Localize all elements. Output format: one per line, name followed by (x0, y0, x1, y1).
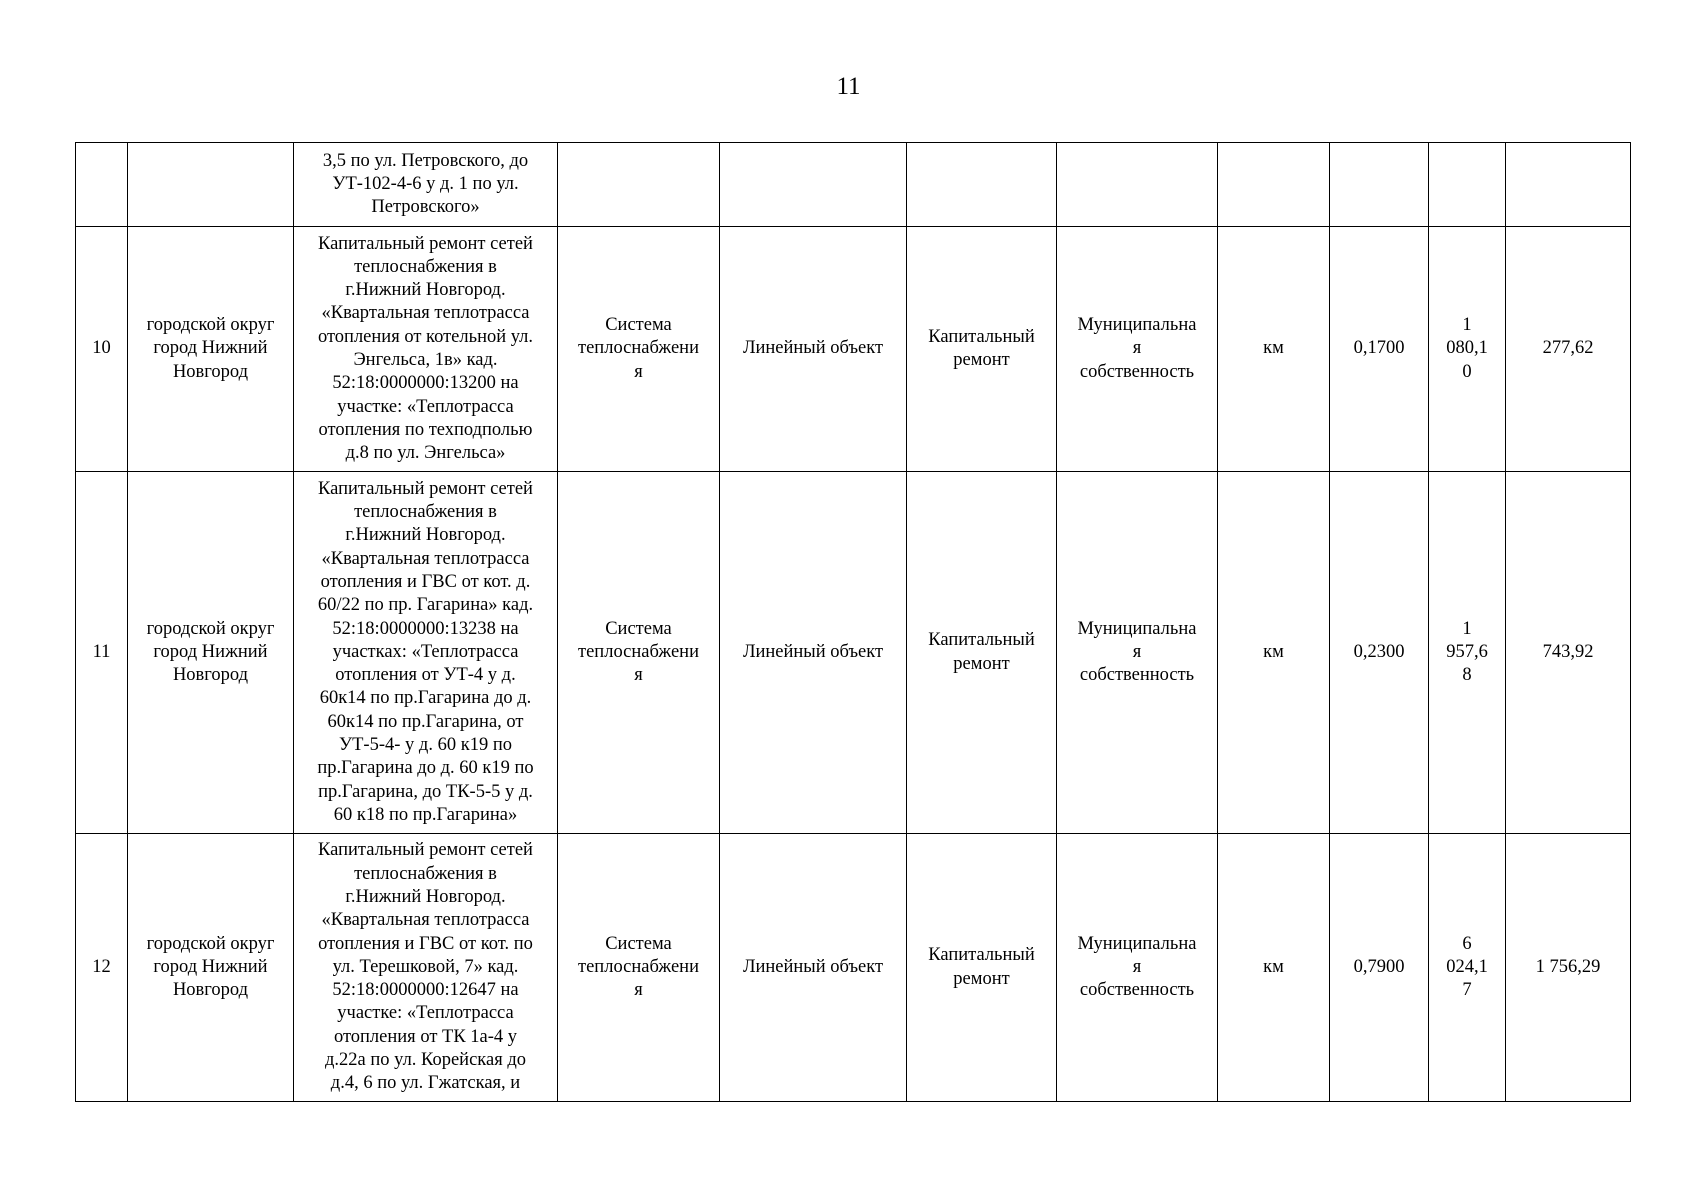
cell-object-description (294, 834, 558, 1102)
cell-line: Капитальный (928, 326, 1035, 347)
cell-line: пр.Гагарина до д. 60 к19 по (317, 758, 534, 779)
cell-line: Муниципальна (1077, 315, 1197, 336)
cell-line: собственность (1079, 980, 1195, 1001)
cell-line: отопления от УТ-4 у д. (335, 665, 516, 686)
cell-row-number: 10 (76, 227, 128, 472)
cell-municipality (128, 834, 294, 1102)
cell-ownership (1057, 143, 1218, 227)
cell-amount: 277,62 (1506, 227, 1631, 472)
cell-line: 6 (1462, 933, 1472, 954)
cell-line: 0 (1462, 361, 1472, 382)
works-table (75, 142, 1631, 1102)
cell-ownership (1057, 227, 1218, 472)
cell-line: 52:18:0000000:13200 на (332, 373, 519, 394)
cell-cost (1429, 472, 1506, 834)
cell-work-type (907, 472, 1057, 834)
cell-object-type: Линейный объект (720, 227, 907, 472)
cell-object-description (294, 472, 558, 834)
cell-line: УТ-102-4-6 у д. 1 по ул. (332, 173, 519, 194)
cell-infrastructure-system (558, 472, 720, 834)
cell-line: ул. Терешковой, 7» кад. (332, 956, 519, 977)
cell-line: Капитальный (928, 630, 1035, 651)
table-row (76, 834, 1631, 1102)
cell-line: 60к14 по пр.Гагарина до д. (319, 688, 532, 709)
cell-row-number: 12 (76, 834, 128, 1102)
cell-line: город Нижний (153, 641, 268, 662)
cell-line: 52:18:0000000:13238 на (332, 618, 519, 639)
cell-object-description (294, 143, 558, 227)
cell-row-number (76, 143, 128, 227)
cell-cost (1429, 227, 1506, 472)
cell-line: 60 к18 по пр.Гагарина» (333, 804, 518, 825)
cell-line: 957,6 (1446, 641, 1488, 662)
cell-line: отопления от ТК 1а-4 у (333, 1026, 518, 1047)
cell-line: 7 (1462, 980, 1472, 1001)
cell-line: г.Нижний Новгород. (345, 886, 506, 907)
cell-line: теплоснабжения в (354, 502, 497, 523)
cell-line: я (634, 361, 643, 382)
cell-work-type (907, 834, 1057, 1102)
cell-line: ремонт (953, 350, 1010, 370)
cell-line: город Нижний (153, 956, 268, 977)
cell-line: «Квартальная теплотрасса (321, 910, 530, 931)
cell-municipality (128, 143, 294, 227)
cell-line: «Квартальная теплотрасса (321, 548, 530, 569)
cell-line: участке: «Теплотрасса (337, 1003, 514, 1024)
cell-line: отопления от котельной ул. (317, 326, 534, 347)
cell-line: 024,1 (1446, 956, 1488, 977)
cell-unit: км (1218, 834, 1330, 1102)
cell-line: Новгород (172, 980, 249, 1001)
cell-municipality (128, 227, 294, 472)
cell-line: Энгельса, 1в» кад. (353, 350, 498, 370)
cell-object-type (720, 143, 907, 227)
cell-line: я (1132, 641, 1142, 662)
cell-line: ремонт (953, 968, 1010, 989)
cell-line: пр.Гагарина, до ТК-5-5 у д. (318, 781, 533, 802)
cell-ownership (1057, 834, 1218, 1102)
cell-line: город Нижний (153, 338, 268, 359)
cell-line: 60к14 по пр.Гагарина, от (327, 711, 524, 732)
cell-line: теплоснабжени (578, 641, 699, 662)
cell-line: 52:18:0000000:12647 на (332, 980, 519, 1001)
cell-length (1330, 143, 1429, 227)
cell-line: 1 (1462, 618, 1472, 639)
cell-line: я (634, 980, 643, 1001)
cell-line: 60/22 по пр. Гагарина» кад. (317, 595, 534, 616)
cell-cost (1429, 143, 1506, 227)
cell-infrastructure-system (558, 834, 720, 1102)
cell-line: Новгород (172, 665, 249, 686)
cell-line: отопления по техподполью (318, 419, 533, 440)
cell-object-description (294, 227, 558, 472)
cell-line: г.Нижний Новгород. (345, 280, 506, 301)
cell-unit: км (1218, 227, 1330, 472)
cell-line: д.22а по ул. Корейская до (324, 1050, 527, 1071)
cell-amount (1506, 143, 1631, 227)
cell-line: ремонт (953, 653, 1010, 674)
cell-line: 8 (1462, 665, 1472, 686)
cell-line: теплоснабжения в (354, 256, 497, 277)
cell-line: собственность (1079, 665, 1195, 686)
cell-work-type (907, 143, 1057, 227)
cell-amount: 1 756,29 (1506, 834, 1631, 1102)
cell-line: Система (605, 618, 672, 639)
cell-line: Капитальный ремонт сетей (318, 478, 533, 499)
cell-line: собственность (1079, 361, 1195, 382)
cell-amount: 743,92 (1506, 472, 1631, 834)
cell-line: 080,1 (1446, 338, 1488, 359)
cell-line: Капитальный (928, 945, 1035, 966)
cell-line: 3,5 по ул. Петровского, до (322, 150, 529, 171)
cell-line: я (634, 665, 643, 686)
cell-line: д.4, 6 по ул. Гжатская, и (330, 1073, 521, 1094)
cell-line: участках: «Теплотрасса (332, 641, 519, 662)
cell-line: городской округ (146, 618, 275, 639)
table-row (76, 472, 1631, 834)
cell-object-type: Линейный объект (720, 834, 907, 1102)
cell-line: отопления и ГВС от кот. д. (320, 571, 531, 592)
cell-infrastructure-system (558, 143, 720, 227)
cell-row-number: 11 (76, 472, 128, 834)
cell-line: отопления и ГВС от кот. по (318, 933, 533, 954)
cell-infrastructure-system (558, 227, 720, 472)
cell-line: г.Нижний Новгород. (345, 525, 506, 546)
cell-ownership (1057, 472, 1218, 834)
cell-line: теплоснабжени (578, 338, 699, 359)
table-row (76, 227, 1631, 472)
cell-unit (1218, 143, 1330, 227)
cell-line: я (1132, 956, 1142, 977)
cell-line: Система (605, 933, 672, 954)
page-number: 11 (836, 73, 861, 100)
cell-line: Система (605, 315, 672, 336)
table-body (76, 143, 1631, 1102)
cell-line: Петровского» (371, 197, 480, 218)
cell-line: УТ-5-4- у д. 60 к19 по (339, 735, 512, 756)
cell-work-type (907, 227, 1057, 472)
table-row (76, 143, 1631, 227)
cell-line: теплоснабжени (578, 956, 699, 977)
cell-line: городской округ (146, 933, 275, 954)
cell-cost (1429, 834, 1506, 1102)
cell-line: я (1132, 338, 1142, 359)
cell-object-type: Линейный объект (720, 472, 907, 834)
cell-line: Капитальный ремонт сетей (318, 840, 533, 861)
cell-line: Муниципальна (1077, 618, 1197, 639)
cell-line: д.8 по ул. Энгельса» (345, 443, 506, 464)
cell-line: Муниципальна (1077, 933, 1197, 954)
cell-line: «Квартальная теплотрасса (321, 303, 530, 324)
cell-length: 0,7900 (1330, 834, 1429, 1102)
cell-line: Новгород (172, 361, 249, 382)
cell-length: 0,2300 (1330, 472, 1429, 834)
cell-unit: км (1218, 472, 1330, 834)
cell-length: 0,1700 (1330, 227, 1429, 472)
cell-municipality (128, 472, 294, 834)
cell-line: Капитальный ремонт сетей (318, 233, 533, 254)
cell-line: теплоснабжения в (354, 863, 497, 884)
cell-line: городской округ (146, 315, 275, 336)
cell-line: участке: «Теплотрасса (337, 396, 514, 417)
cell-line: 1 (1462, 315, 1472, 336)
